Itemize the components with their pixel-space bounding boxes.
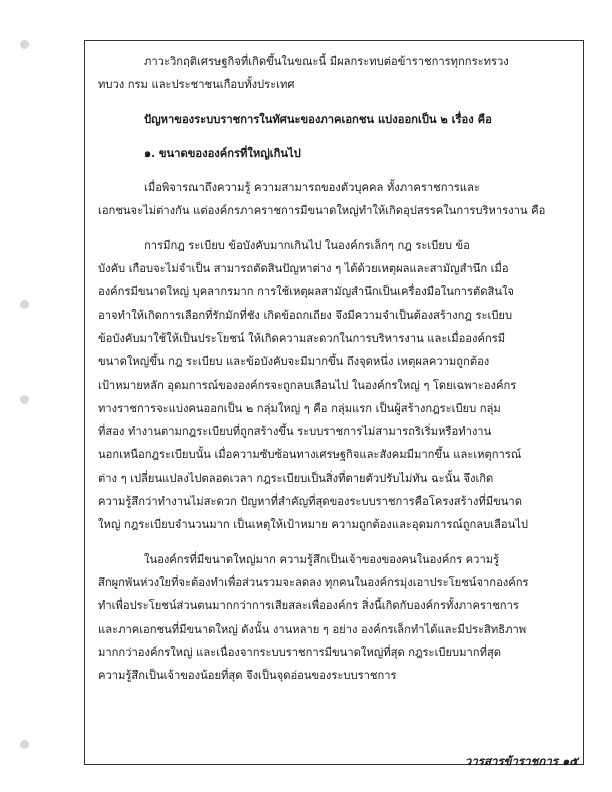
- paragraph-problems-heading: [98, 108, 574, 131]
- text-line: ข้อบังคับมาใช้ให้เป็นประโยชน์ ให้เกิดความสะดวกในการบริหารงาน และเมื่อองค์กรมี: [98, 331, 506, 345]
- text-line: ความรู้สึกว่าทำงานไม่สะดวก ปัญหาที่สำคัญที่สุดของระบบราชการคือโครงสร้างที่มีขนาด: [98, 495, 522, 509]
- text-line: และภาคเอกชนที่มีขนาดใหญ่ ดังนั้น งานหลาย ๆ อย่าง องค์กรเล็กทำได้และมีประสิทธิภาพ: [98, 622, 527, 636]
- text-line: ทบวง กรม และประชาชนเกือบทั้งประเทศ: [98, 78, 295, 92]
- text-line: การมีกฎ ระเบียบ ข้อบังคับมากเกินไป ในองค์กรเล็กๆ กฎ ระเบียบ ข้อ: [144, 238, 470, 252]
- footer-journal-page: วารสารข้าราชการ ๑๕: [464, 754, 578, 768]
- text-line: ใหญ่ กฎระเบียบจำนวนมาก เป็นเหตุให้เป้าหมาย ความถูกต้องและอุดมการณ์ถูกลบเลือนไป: [98, 518, 529, 532]
- paragraph-regulations: [98, 234, 574, 537]
- binder-hole: [20, 300, 29, 309]
- paragraph-ownership: [98, 548, 574, 688]
- body-text: [98, 50, 574, 687]
- binder-hole: [20, 395, 29, 404]
- text-line: ต่าง ๆ เปลี่ยนแปลงไปตลอดเวลา กฎระเบียบเป็นสิ่งที่ตายตัวปรับไม่ทัน ฉะนั้น จึงเกิด: [98, 471, 494, 485]
- text-line: ความรู้สึกเป็นเจ้าของน้อยที่สุด จึงเป็นจุดอ่อนของระบบราชการ: [98, 669, 397, 683]
- text-line: บังคับ เกือบจะไม่จำเป็น สามารถตัดสินปัญหาต่าง ๆ ได้ด้วยเหตุผลและสามัญสำนึก เมื่อ: [98, 262, 509, 276]
- binder-hole: [20, 40, 29, 49]
- text-line: เป้าหมายหลัก อุดมการณ์ขององค์กรจะถูกลบเลือนไป ในองค์กรใหญ่ ๆ โดยเฉพาะองค์กร: [98, 378, 517, 392]
- section-heading-organization-size: [98, 142, 574, 165]
- text-line: เมื่อพิจารณาถึงความรู้ ความสามารถของตัวบุคคล ทั้งภาคราชการและ: [144, 181, 480, 195]
- binder-hole: [20, 740, 29, 749]
- text-line: มากกว่าองค์กรใหญ่ และเนื่องจากระบบราชการมีขนาดใหญ่ที่สุด กฎระเบียบมากที่สุด: [98, 645, 502, 659]
- text-line: ปัญหาของระบบราชการในทัศนะของภาคเอกชน แบ่งออกเป็น ๒ เรื่อง คือ: [144, 111, 492, 126]
- text-line: อาจทำให้เกิดการเลือกที่รักมักที่ชัง เกิดข้อถกเถียง จึงมีความจำเป็นต้องสร้างกฎ ระเบียบ: [98, 308, 513, 322]
- text-line: ในองค์กรที่มีขนาดใหญ่มาก ความรู้สึกเป็นเจ้าของของคนในองค์กร ความรู้: [144, 552, 500, 566]
- text-line: ๑. ขนาดขององค์กรที่ใหญ่เกินไป: [144, 145, 301, 160]
- text-line: ที่สอง ทำงานตามกฎระเบียบที่ถูกสร้างขึ้น ระบบราชการไม่สามารถริเริ่มหรือทำงาน: [98, 425, 492, 439]
- text-line: เอกชนจะไม่ต่างกัน แต่องค์กรภาคราชการมีขนาดใหญ่ทำให้เกิดอุปสรรคในการบริหารงาน คือ: [98, 204, 546, 218]
- paragraph-crisis-impact: [98, 50, 574, 97]
- text-line: สึกผูกพันห่วงใยที่จะต้องทำเพื่อส่วนรวมจะลดลง ทุกคนในองค์กรมุ่งเอาประโยชน์จากองค์กร: [98, 575, 529, 589]
- text-line: ภาวะวิกฤติเศรษฐกิจที่เกิดขึ้นในขณะนี้ มีผลกระทบต่อข้าราชการทุกกระทรวง: [144, 55, 509, 68]
- paragraph-capability: [98, 176, 574, 223]
- text-line: ขนาดใหญ่ขึ้น กฎ ระเบียบ และข้อบังคับจะมีมากขึ้น ถึงจุดหนึ่ง เหตุผลความถูกต้อง: [98, 355, 490, 369]
- text-line: ทำเพื่อประโยชน์ส่วนตนมากกว่าการเสียสละเพื่อองค์กร สิ่งนี้เกิดกับองค์กรทั้งภาคราชการ: [98, 599, 519, 613]
- text-line: ทางราชการจะแบ่งคนออกเป็น ๒ กลุ่มใหญ่ ๆ คือ กลุ่มแรก เป็นผู้สร้างกฎระเบียบ กลุ่ม: [98, 401, 501, 415]
- text-line: องค์กรมีขนาดใหญ่ บุคลากรมาก การใช้เหตุผลสามัญสำนึกเป็นเครื่องมือในการตัดสินใจ: [98, 285, 514, 299]
- text-line: นอกเหนือกฎระเบียบนั้น เมื่อความซับซ้อนทางเศรษฐกิจและสังคมมีมากขึ้น และเหตุการณ์: [98, 448, 522, 462]
